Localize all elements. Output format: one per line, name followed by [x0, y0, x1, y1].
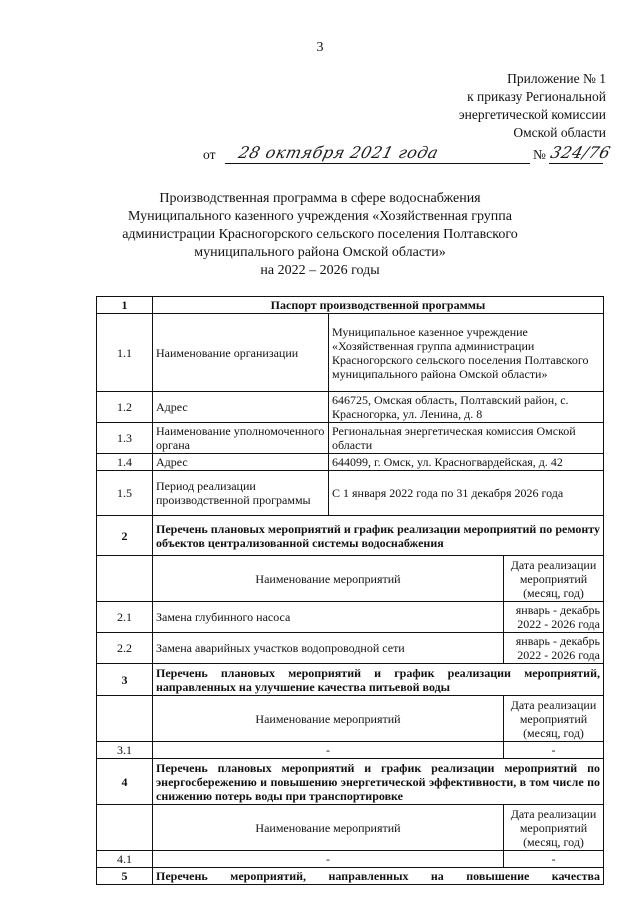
- item-name: -: [153, 742, 504, 759]
- section-header-row: [97, 516, 604, 556]
- table-row: [97, 314, 604, 392]
- table-row: [97, 392, 604, 423]
- appendix-line: к приказу Региональной: [467, 89, 606, 104]
- row-num: 1.2: [97, 392, 153, 423]
- row-value: Региональная энергетическая комиссия Омской области: [329, 423, 604, 454]
- item-name: -: [153, 851, 504, 868]
- item-date: январь - декабрь 2022 - 2026 года: [504, 602, 604, 633]
- table-row: [97, 633, 604, 664]
- row-label: Период реализации производственной программы: [153, 471, 329, 516]
- column-date-header: Дата реализации мероприятий (месяц, год): [504, 556, 604, 602]
- row-value: С 1 января 2022 года по 31 декабря 2026 года: [329, 471, 604, 516]
- item-num: 3.1: [97, 742, 153, 759]
- column-name-header: Наименование мероприятий: [153, 696, 504, 742]
- item-name: Замена аварийных участков водопроводной сети: [153, 633, 504, 664]
- item-date: -: [504, 742, 604, 759]
- passport-table: [96, 296, 604, 885]
- item-name: Замена глубинного насоса: [153, 602, 504, 633]
- item-num: 2.1: [97, 602, 153, 633]
- title-line: на 2022 – 2026 годы: [260, 263, 380, 278]
- order-date-handwritten: 28 октября 2021 года: [236, 143, 441, 162]
- appendix-line: энергетической комиссии: [458, 107, 606, 122]
- title-line: Производственная программа в сфере водоснабжения: [159, 191, 481, 206]
- item-date: январь - декабрь 2022 - 2026 года: [504, 633, 604, 664]
- row-label: Адрес: [153, 392, 329, 423]
- section-header-row: [97, 664, 604, 696]
- table-row: [97, 471, 604, 516]
- table-row: [97, 851, 604, 868]
- title-line: администрации Красногорского сельского поселения Полтавского: [122, 227, 518, 242]
- page-number: 3: [316, 40, 324, 55]
- row-value: 646725, Омская область, Полтавский район, с. Красногорка, ул. Ленина, д. 8: [329, 392, 604, 423]
- row-label: Наименование уполномоченного органа: [153, 423, 329, 454]
- section-columns-row: [97, 556, 604, 602]
- table-row: [97, 602, 604, 633]
- row-num: 1.4: [97, 454, 153, 471]
- section-header-row: [97, 759, 604, 805]
- section-num: 5: [97, 868, 153, 885]
- item-date: -: [504, 851, 604, 868]
- row-label: Адрес: [153, 454, 329, 471]
- column-date-header: Дата реализации мероприятий (месяц, год): [504, 696, 604, 742]
- header-title: Паспорт производственной программы: [153, 297, 604, 314]
- section-columns-row: [97, 805, 604, 851]
- table-header-row: [97, 297, 604, 314]
- empty-cell: [97, 556, 153, 602]
- order-date-underline: [225, 163, 530, 164]
- column-name-header: Наименование мероприятий: [153, 556, 504, 602]
- empty-cell: [97, 805, 153, 851]
- order-number-underline: [549, 163, 603, 164]
- table-row: [97, 454, 604, 471]
- appendix-line: Приложение № 1: [507, 71, 606, 86]
- header-num: 1: [97, 297, 153, 314]
- empty-cell: [97, 696, 153, 742]
- title-line: муниципального района Омской области»: [194, 245, 446, 260]
- section-title: Перечень плановых мероприятий и график реализации мероприятий по ремонту объектов централизованной системы водоснабжения: [153, 516, 604, 556]
- order-number-handwritten: 324/76: [548, 143, 613, 162]
- document-title: [120, 190, 520, 280]
- order-date-line: [203, 143, 613, 165]
- table-row: [97, 423, 604, 454]
- row-label: Наименование организации: [153, 314, 329, 392]
- section-columns-row: [97, 696, 604, 742]
- item-num: 4.1: [97, 851, 153, 868]
- appendix-line: Омской области: [513, 125, 606, 140]
- title-line: Муниципального казенного учреждения «Хозяйственная группа: [128, 209, 512, 224]
- item-num: 2.2: [97, 633, 153, 664]
- row-value: Муниципальное казенное учреждение «Хозяйственная группа администрации Красногорского сельского поселения Полтавского муниципального района Омской области»: [329, 314, 604, 392]
- column-date-header: Дата реализации мероприятий (месяц, год): [504, 805, 604, 851]
- row-num: 1.1: [97, 314, 153, 392]
- section-title: Перечень мероприятий, направленных на повышение качества: [153, 868, 604, 885]
- section-header-row: [97, 868, 604, 885]
- section-num: 4: [97, 759, 153, 805]
- section-title: Перечень плановых мероприятий и график реализации мероприятий по энергосбережению и повышению энергетической эффективности, в том числе по снижению потерь воды при транспортировке: [153, 759, 604, 805]
- section-title: Перечень плановых мероприятий и график реализации мероприятий, направленных на улучшение качества питьевой воды: [153, 664, 604, 696]
- column-name-header: Наименование мероприятий: [153, 805, 504, 851]
- appendix-block: [459, 70, 606, 142]
- row-num: 1.3: [97, 423, 153, 454]
- table-row: [97, 742, 604, 759]
- row-num: 1.5: [97, 471, 153, 516]
- row-value: 644099, г. Омск, ул. Красногвардейская, д. 42: [329, 454, 604, 471]
- order-from-label: от: [203, 147, 216, 162]
- section-num: 3: [97, 664, 153, 696]
- order-number-label: №: [533, 147, 546, 162]
- section-num: 2: [97, 516, 153, 556]
